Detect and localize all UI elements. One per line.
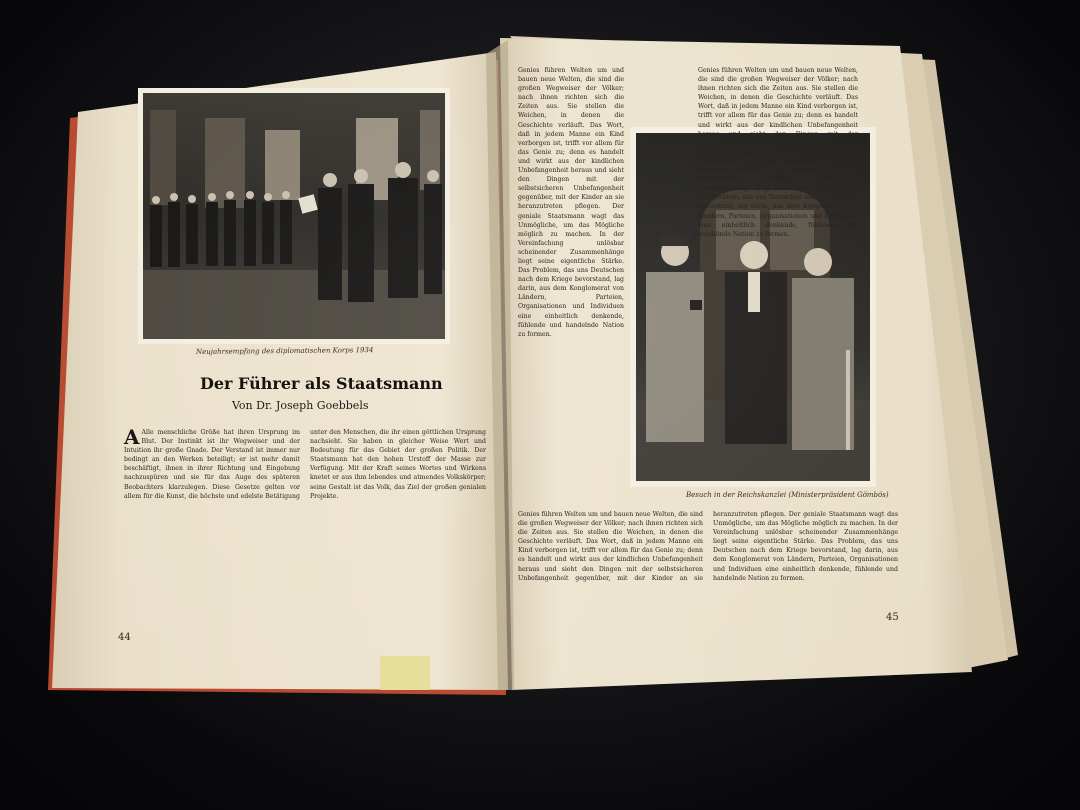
article-byline: Von Dr. Joseph Goebbels [232, 399, 369, 412]
chancellery-photo-caption: Besuch in der Reichskanzlei (Ministerpräsident Gömbös) [686, 491, 889, 499]
left-page-body-text: A Alle menschliche Größe hat ihren Ursprung im Blut. Der Instinkt ist ihr Wegweiser und der Intuition ihr große Gnade. Der Verstand ist immer nur bedingt an den Werken beteiligt; er ist mehr damit beschäftigt, ihnen in ihrer Richtung und Eingebung nachzuspüren und sie für das Auge des späteren Beobachters klarzulegen. Diese Gesetze gelten vor allem für die Kunst, die höchste und edelste Betätigung unter den Menschen, die ihr einen göttlichen Ursprung nachsieht. Sie haben in gleicher Weise Wert und Bedeutung für das Gebiet der großen Politik. Der Staatsmann hat den hohen Urstoff der Masse zur Verfügung. Mit der Kraft seines Wortes und Wirkens knetet er aus ihm lebendes und atmendes Volkskörper; seine Gestalt ist das Volk, das Ziel der großen genialen Projekte. [124, 425, 486, 500]
right-bottom-paragraph: Genies führen Welten um und bauen neue Welten, die sind die großen Wegweiser der Völker; nach ihnen richten sich die Zeiten aus. Sie stellen die Weichen, in denen die Geschichte verläuft. Das Wort, daß in jedem Manne ein Kind verborgen ist, trifft vor allem für das Genie zu; denn es handelt und wirkt aus der kindlichen Unbefangenheit heraus und sieht den Dingen mit der selbstsicheren Unbefangenheit gegenüber, mit der Kinder an sie heranzutreten pflegen. Der geniale Staatsmann wagt das Unmögliche, um das Mögliche möglich zu machen. In der Vereinfachung unlösbar scheinender Zusammenhänge liegt seine eigentliche Stärke. Das Problem, das uns Deutschen nach dem Kriege bevorstand, lag darin, aus dem Konglomerat von Ländern, Parteien, Organisationen und Individuen eine einheitlich denkende, fühlende und handelnde Nation zu formen. [518, 511, 898, 582]
reception-photo-caption: Neujahrsempfang des diplomatischen Korps 1934 [195, 346, 374, 356]
right-page-number: 45 [886, 612, 899, 623]
left-page-number: 44 [118, 632, 131, 643]
right-top-right-paragraph: Genies führen Welten um und bauen neue Welten, die sind die großen Wegweiser der Völker; nach ihnen richten sich die Zeiten aus. Sie stellen die Weichen, in denen die Geschichte verläuft. Das Wort, daß in jedem Manne ein Kind verborgen ist, trifft vor allem für das Genie zu; denn es handelt und wirkt aus der kindlichen Unbefangenheit heraus und sieht den Dingen mit der selbstsicheren Unbefangenheit gegenüber, mit der Kinder an sie heranzutreten pflegen. Der geniale Staatsmann wagt das Unmögliche, um das Mögliche möglich zu machen. In der Vereinfachung unlösbar scheinender Zusammenhänge liegt seine eigentliche Stärke. Das Problem, das uns Deutschen nach dem Kriege bevorstand, lag darin, aus dem Konglomerat von Ländern, Parteien, Organisationen und Individuen eine einheitlich denkende, fühlende und handelnde Nation zu formen. [698, 67, 858, 238]
article-title: Der Führer als Staatsmann [200, 374, 443, 393]
left-body-paragraph: Alle menschliche Größe hat ihren Ursprung im Blut. Der Instinkt ist ihr Wegweiser und der Intuition ihr große Gnade. Der Verstand ist immer nur bedingt an den Werken beteiligt; er ist mehr damit beschäftigt, ihnen in ihrer Richtung und Eingebung nachzuspüren und sie für das Auge des späteren Beobachters klarzulegen. Diese Gesetze gelten vor allem für die Kunst, die höchste und edelste Betätigung unter den Menschen, die ihr einen göttlichen Ursprung nachsieht. Sie haben in gleicher Weise Wert und Bedeutung für das Gebiet der großen Politik. Der Staatsmann hat den hohen Urstoff der Masse zur Verfügung. Mit der Kraft seines Wortes und Wirkens knetet er aus ihm lebendes und atmendes Volkskörper; seine Gestalt ist das Volk, das Ziel der großen genialen Projekte. [124, 429, 486, 500]
right-body-paragraph: Genies führen Welten um und bauen neue Welten, die sind die großen Wegweiser der Völker; nach ihnen richten sich die Zeiten aus. Sie stellen die Weichen, in denen die Geschichte verläuft. Das Wort, daß in jedem Manne ein Kind verborgen ist, trifft vor allem für das Genie zu; denn es handelt und wirkt aus der kindlichen Unbefangenheit heraus und sieht den Dingen mit der selbstsicheren Unbefangenheit gegenüber, mit der Kinder an sie heranzutreten pflegen. Der geniale Staatsmann wagt das Unmögliche, um das Mögliche möglich zu machen. In der Vereinfachung unlösbar scheinender Zusammenhänge liegt seine eigentliche Stärke. Das Problem, das uns Deutschen nach dem Kriege bevorstand, lag darin, aus dem Konglomerat von Ländern, Parteien, Organisationen und Individuen eine einheitlich denkende, fühlende und handelnde Nation zu formen. [518, 67, 624, 338]
